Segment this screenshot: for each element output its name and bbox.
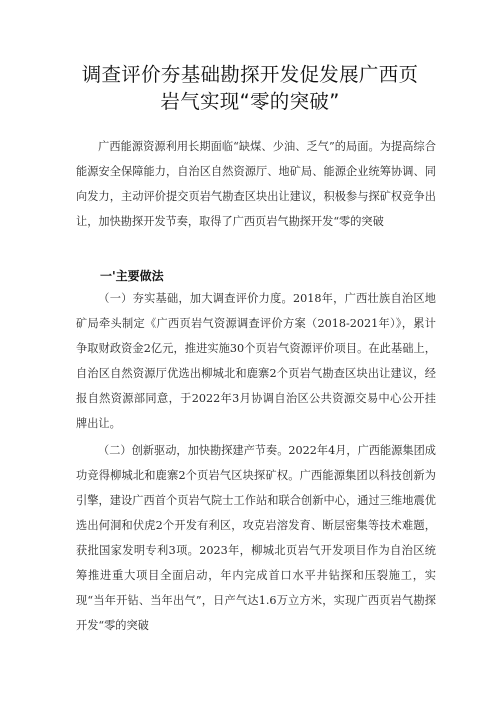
document-title-line-2: 岩气实现“零的突破” <box>160 90 340 113</box>
paragraph-innovation-text: （二）创新驱动，加快勘探建产节奏。2022年4月，广西能源集团成功竞得柳城北和鹿寨2个页岩气区块探矿权。广西能源集团以科技创新为引擎，建设广西首个页岩气院士工作站和联合创新中心，通过三维地震优选出何洞和伏虎2个开发有利区，攻克岩溶发育、断层密集等技术难题，获批国家发明专利3项。2023年，柳城北页岩气开发项目作为自治区统筹推进重大项目全面启动，年内完成首口水平井钻探和压裂施工，实现“当年开钻、当年出气”，日产气达1.6万立方米，实现广西页岩气勘探开发“零的突破 <box>76 444 436 632</box>
paragraph-innovation <box>76 438 436 638</box>
paragraph-foundation-text: （一）夯实基础，加大调查评价力度。2018年，广西壮族自治区地矿局牵头制定《广西页岩气资源调查评价方案（2018-2021年）》，累计争取财政资金2亿元，推进实施30个页岩气资源评价项目。在此基础上，自治区自然资源厅优选出柳城北和鹿寨2个页岩气勘查区块出让建议，经报自然资源部同意，于2022年3月协调自治区公共资源交易中心公开挂牌出让。 <box>76 292 436 430</box>
section-heading: 一'主要做法 <box>100 269 164 283</box>
intro-paragraph <box>76 134 436 234</box>
intro-paragraph-text: 广西能源资源利用长期面临“缺煤、少油、乏气”的局面。为提高综合能源安全保障能力，自治区自然资源厅、地矿局、能源企业统筹协调、同向发力，主动评价提交页岩气勘查区块出让建议，积极参与探矿权竞争出让，加快勘探开发节奏，取得了广西页岩气勘探开发“零的突破 <box>76 140 436 228</box>
paragraph-foundation <box>76 286 436 436</box>
document-title-line-1: 调查评价夯基础勘探开发促发展广西页 <box>81 63 419 86</box>
